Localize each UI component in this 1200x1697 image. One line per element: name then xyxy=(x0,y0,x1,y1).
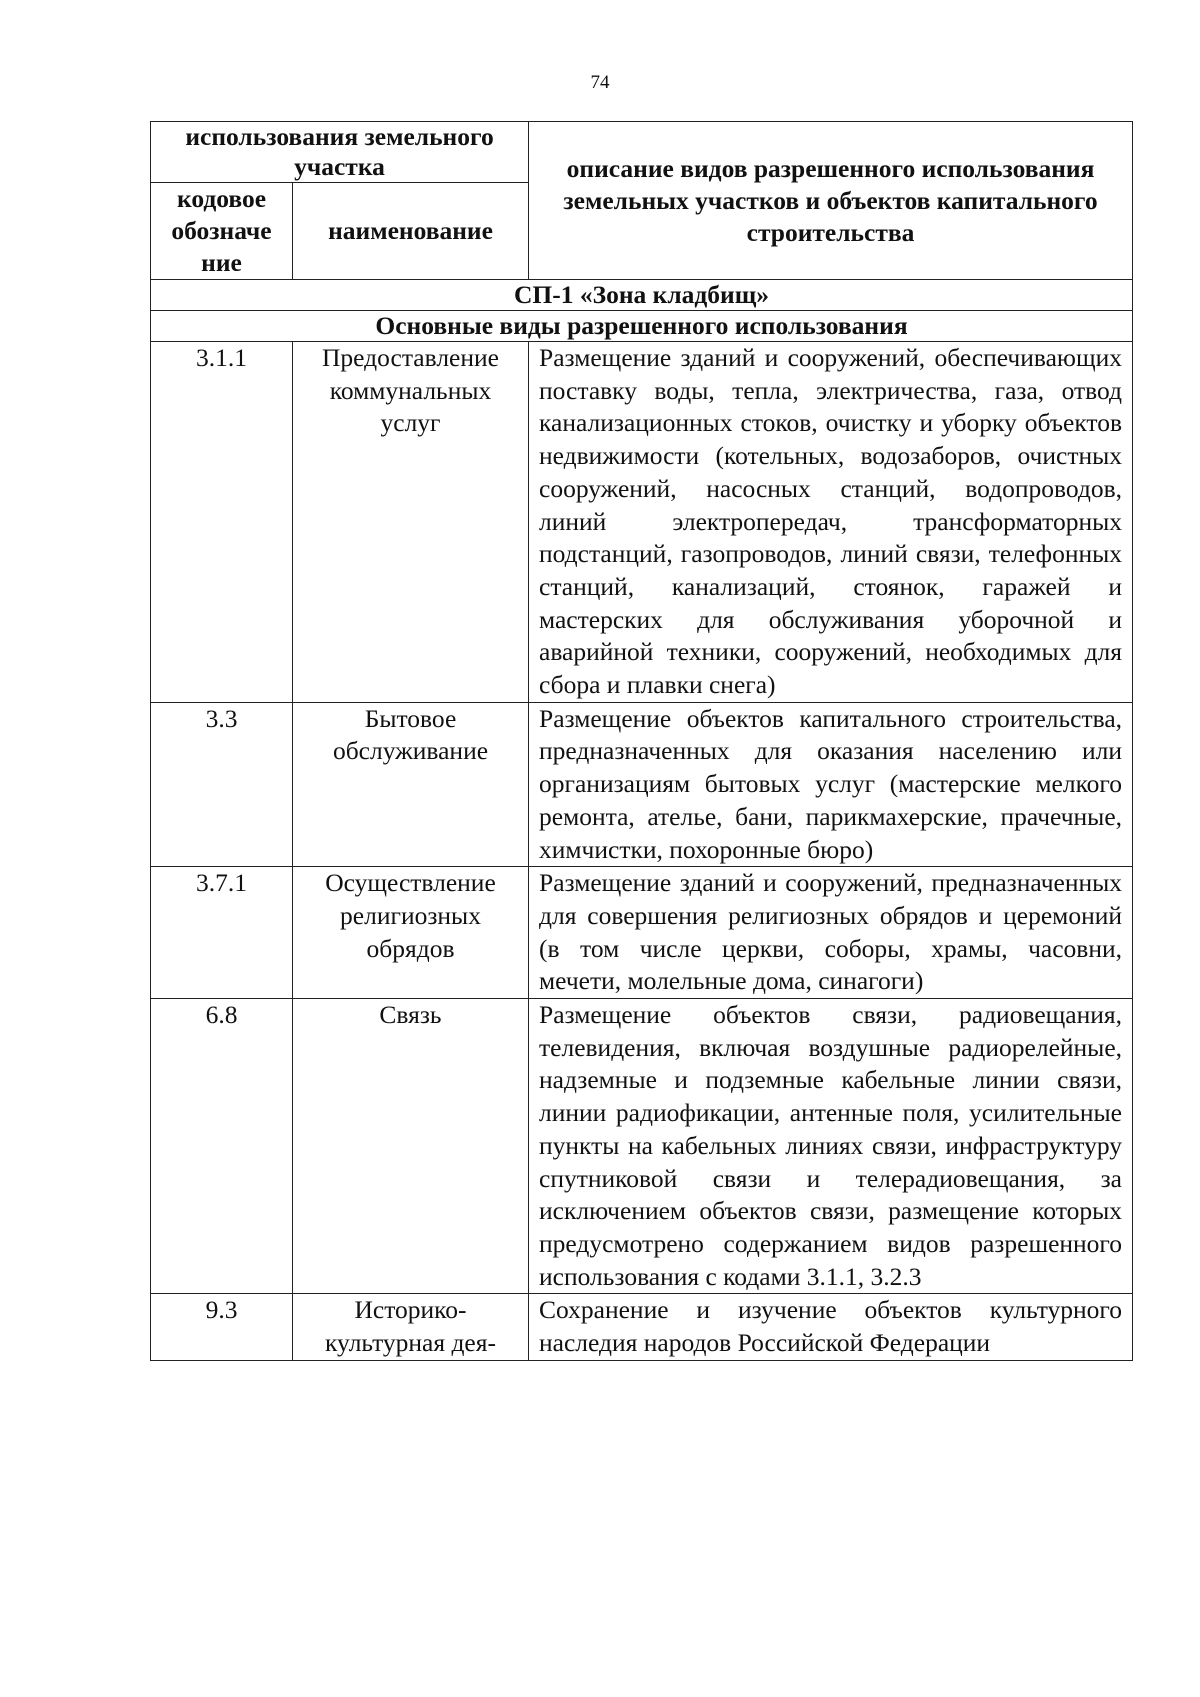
header-row-1 xyxy=(151,122,1133,183)
row-description: Размещение объектов связи, радиовещания, телевидения, включая воздушные радиорелейные, надземные и подземные кабельные линии связи, линии радиофикации, антенные поля, усилительные пункты на кабельных линиях связи, инфраструктуру спутниковой связи и телерадиовещания, за исключением объектов связи, размещение которых предусмотрено содержанием видов разрешенного использования с кодами 3.1.1, 3.2.3 xyxy=(529,999,1133,1294)
table-row xyxy=(151,702,1133,867)
row-description: Размещение зданий и сооружений, предназначенных для совершения религиозных обрядов и церемоний (в том числе церкви, соборы, храмы, часовни, мечети, молельные дома, синагоги) xyxy=(529,867,1133,999)
land-use-table xyxy=(150,121,1133,1361)
table-row xyxy=(151,867,1133,999)
row-code: 3.3 xyxy=(151,702,293,867)
row-code: 3.1.1 xyxy=(151,342,293,703)
table-row xyxy=(151,1294,1133,1360)
section-title: Основные виды разрешенного использования xyxy=(151,311,1133,342)
row-code: 9.3 xyxy=(151,1294,293,1360)
row-name: Осуществление религиозных обрядов xyxy=(293,867,529,999)
row-description: Размещение объектов капитального строительства, предназначенных для оказания населению или организациям бытовых услуг (мастерские мелкого ремонта, ателье, бани, парикмахерские, прачечные, химчистки, похоронные бюро) xyxy=(529,702,1133,867)
row-name: Связь xyxy=(293,999,529,1294)
section-title-row xyxy=(151,311,1133,342)
header-group-title: использования земельного участка xyxy=(151,122,529,183)
table-row xyxy=(151,999,1133,1294)
row-code: 6.8 xyxy=(151,999,293,1294)
header-description: описание видов разрешенного использования земельных участков и объектов капитального строительства xyxy=(529,122,1133,280)
table-row xyxy=(151,342,1133,703)
row-name: Бытовое обслуживание xyxy=(293,702,529,867)
row-code: 3.7.1 xyxy=(151,867,293,999)
zone-title-row xyxy=(151,280,1133,311)
row-name: Историко-культурная дея- xyxy=(293,1294,529,1360)
header-code: кодовое обозначе ние xyxy=(151,183,293,280)
header-name: наименование xyxy=(293,183,529,280)
row-name: Предоставление коммунальных услуг xyxy=(293,342,529,703)
row-description: Сохранение и изучение объектов культурного наследия народов Российской Федерации xyxy=(529,1294,1133,1360)
row-description: Размещение зданий и сооружений, обеспечивающих поставку воды, тепла, электричества, газа, отвод канализационных стоков, очистку и уборку объектов недвижимости (котельных, водозаборов, очистных сооружений, насосных станций, водопроводов, линий электропередач, трансформаторных подстанций, газопроводов, линий связи, телефонных станций, канализаций, стоянок, гаражей и мастерских для обслуживания уборочной и аварийной техники, сооружений, необходимых для сбора и плавки снега) xyxy=(529,342,1133,703)
page-number: 74 xyxy=(590,72,610,93)
zone-title: СП-1 «Зона кладбищ» xyxy=(151,280,1133,311)
